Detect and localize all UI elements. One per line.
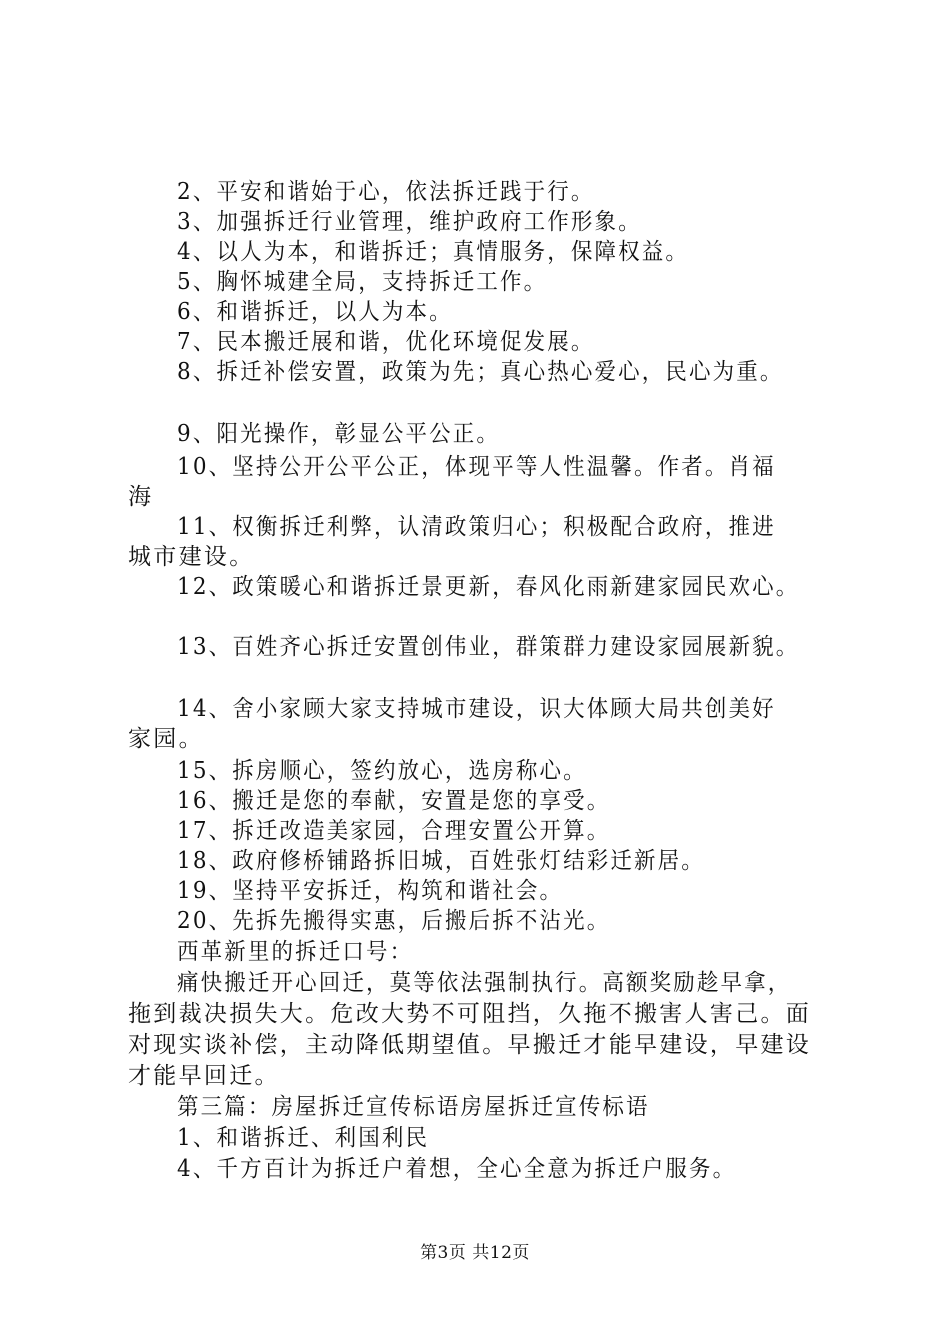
text-line: 10、坚持公开公平公正，体现平等人性温馨。作者。肖福	[177, 454, 776, 480]
page-footer: 第3页 共12页	[420, 1243, 530, 1263]
text-line: 14、舍小家顾大家支持城市建设，识大体顾大局共创美好	[177, 696, 776, 722]
text-line: 12、政策暖心和谐拆迁景更新，春风化雨新建家园民欢心。	[177, 574, 800, 600]
text-line: 6、和谐拆迁，以人为本。	[177, 299, 453, 325]
text-line: 2、平安和谐始于心，依法拆迁践于行。	[177, 179, 595, 205]
text-line: 海	[128, 484, 154, 510]
text-line: 家园。	[128, 726, 204, 752]
text-line: 痛快搬迁开心回迁，莫等依法强制执行。高额奖励趁早拿，	[177, 970, 792, 996]
text-line: 对现实谈补偿，主动降低期望值。早搬迁才能早建设，早建设	[128, 1032, 812, 1058]
text-line: 17、拆迁改造美家园，合理安置公开算。	[177, 818, 611, 844]
text-line: 1、和谐拆迁、利国利民	[177, 1125, 430, 1151]
text-line: 15、拆房顺心，签约放心，选房称心。	[177, 758, 587, 784]
text-line: 4、以人为本，和谐拆迁；真情服务，保障权益。	[177, 239, 690, 265]
text-line: 13、百姓齐心拆迁安置创伟业，群策群力建设家园展新貌。	[177, 634, 800, 660]
text-line: 3、加强拆迁行业管理，维护政府工作形象。	[177, 209, 642, 235]
text-line: 8、拆迁补偿安置，政策为先；真心热心爱心，民心为重。	[177, 359, 784, 385]
text-line: 才能早回迁。	[128, 1063, 280, 1089]
text-line: 拖到裁决损失大。危改大势不可阻挡，久拖不搬害人害己。面	[128, 1001, 812, 1027]
text-line: 16、搬迁是您的奉献，安置是您的享受。	[177, 788, 611, 814]
text-line: 11、权衡拆迁利弊，认清政策归心；积极配合政府，推进	[177, 514, 776, 540]
text-line: 20、先拆先搬得实惠，后搬后拆不沾光。	[177, 908, 611, 934]
text-line: 19、坚持平安拆迁，构筑和谐社会。	[177, 878, 564, 904]
text-line: 第三篇：房屋拆迁宣传标语房屋拆迁宣传标语	[177, 1094, 650, 1120]
text-line: 18、政府修桥铺路拆旧城，百姓张灯结彩迁新居。	[177, 848, 705, 874]
text-line: 城市建设。	[128, 544, 255, 570]
text-line: 5、胸怀城建全局，支持拆迁工作。	[177, 269, 548, 295]
text-line: 西革新里的拆迁口号：	[177, 939, 414, 965]
text-line: 7、民本搬迁展和谐，优化环境促发展。	[177, 329, 595, 355]
text-line: 4、千方百计为拆迁户着想，全心全意为拆迁户服务。	[177, 1156, 737, 1182]
text-line: 9、阳光操作，彰显公平公正。	[177, 421, 501, 447]
